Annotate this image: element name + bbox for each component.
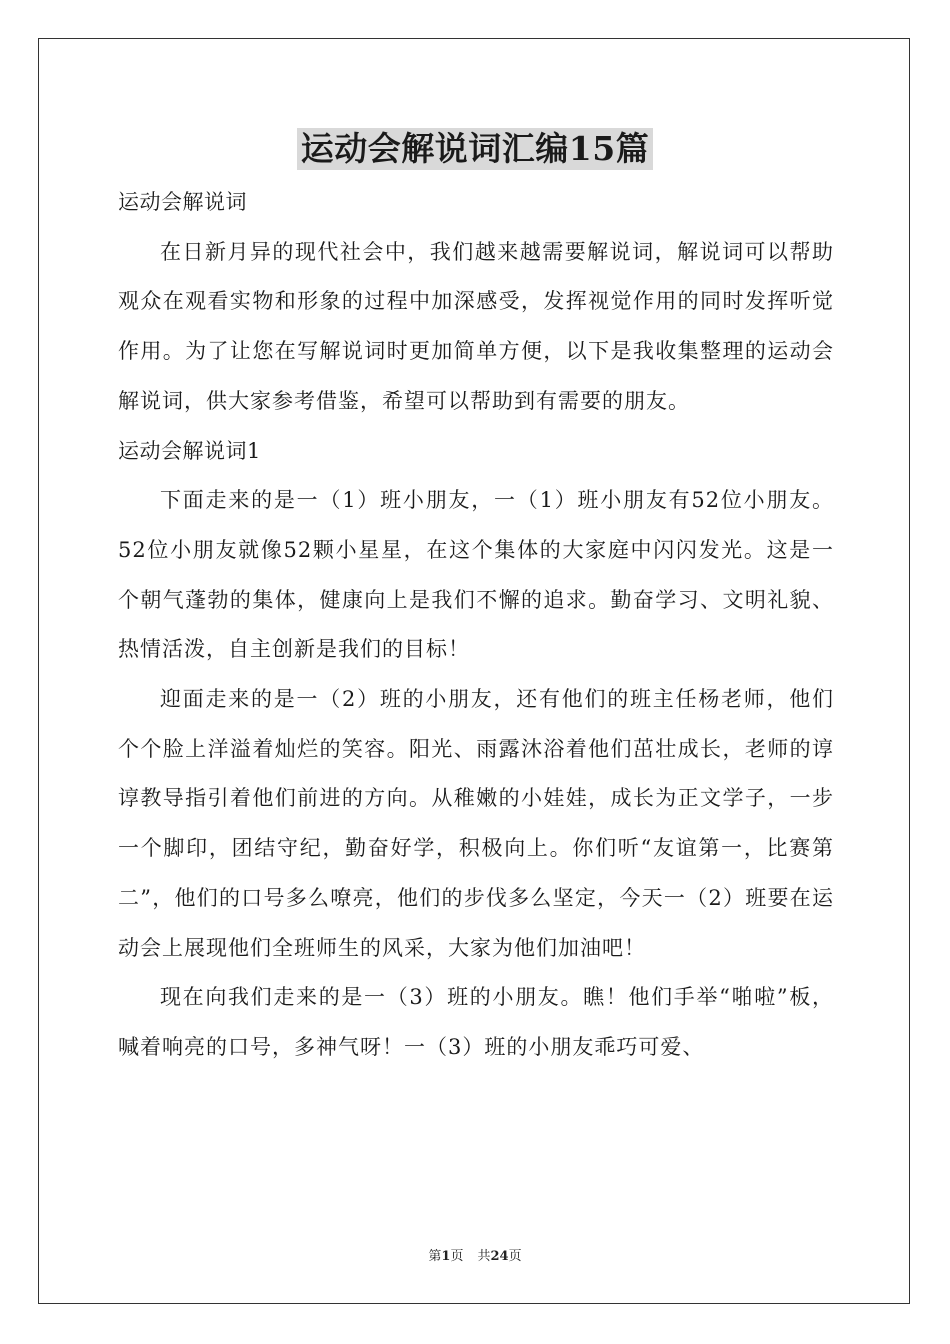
title-container	[0, 128, 950, 170]
page-prefix: 第	[428, 1249, 442, 1264]
page-number: 1	[441, 1249, 451, 1264]
total-prefix: 共	[477, 1249, 491, 1264]
page-suffix: 页	[450, 1249, 464, 1264]
total-pages: 24	[490, 1249, 509, 1264]
paragraph: 迎面走来的是一（2）班的小朋友，还有他们的班主任杨老师，他们个个脸上洋溢着灿烂的笑容。阳光、雨露沐浴着他们茁壮成长，老师的谆谆教导指引着他们前进的方向。从稚嫩的小娃娃，成长为正文学子，一步一个脚印，团结守纪，勤奋好学，积极向上。你们听“友谊第一，比赛第二”，他们的口号多么嘹亮，他们的步伐多么坚定，今天一（2）班要在运动会上展现他们全班师生的风采，大家为他们加油吧！	[118, 687, 834, 960]
document-title: 运动会解说词汇编15篇	[297, 128, 653, 170]
page-footer	[0, 1248, 950, 1266]
paragraph: 下面走来的是一（1）班小朋友，一（1）班小朋友有52位小朋友。52位小朋友就像52颗小星星，在这个集体的大家庭中闪闪发光。这是一个朝气蓬勃的集体，健康向上是我们不懈的追求。勤奋学习、文明礼貌、热情活泼，自主创新是我们的目标！	[118, 488, 834, 662]
section-heading: 运动会解说词1	[118, 438, 261, 463]
paragraph: 在日新月异的现代社会中，我们越来越需要解说词，解说词可以帮助观众在观看实物和形象的过程中加深感受，发挥视觉作用的同时发挥听觉作用。为了让您在写解说词时更加简单方便，以下是我收集整理的运动会解说词，供大家参考借鉴，希望可以帮助到有需要的朋友。	[118, 239, 834, 413]
total-suffix: 页	[508, 1249, 522, 1264]
section-heading: 运动会解说词	[118, 190, 247, 214]
document-body	[118, 178, 834, 1073]
paragraph: 现在向我们走来的是一（3）班的小朋友。瞧！他们手举“啪啦”板，喊着响亮的口号，多神气呀！一（3）班的小朋友乖巧可爱、	[118, 985, 834, 1059]
